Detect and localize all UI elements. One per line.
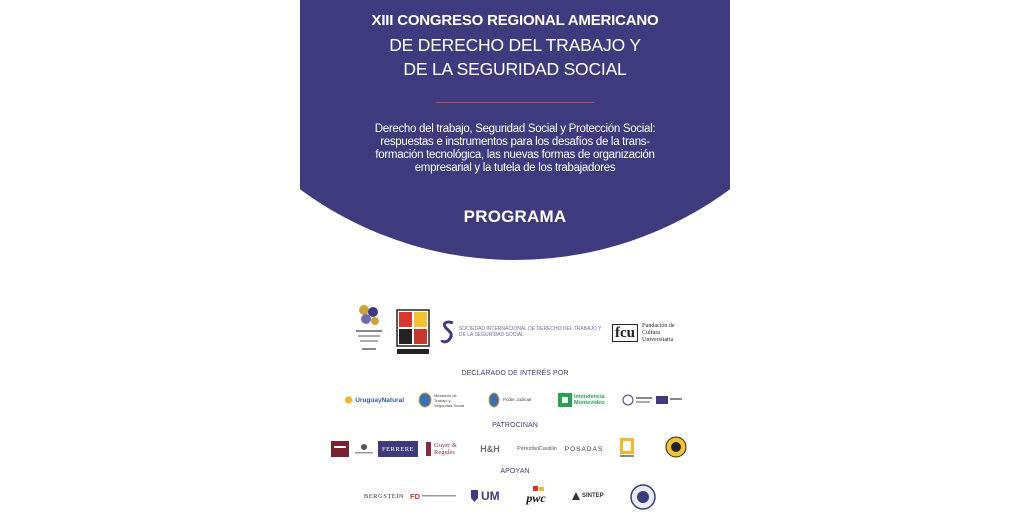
university-icon	[622, 391, 684, 409]
sintep-text: SINTEP	[582, 493, 604, 499]
congress-emblem-logo	[352, 302, 386, 358]
perez-castillo-logo	[513, 440, 561, 458]
poder-judicial-logo	[488, 388, 540, 412]
support-seal-logo	[630, 484, 656, 510]
hh-logo	[475, 440, 505, 458]
sponsor-logo-r	[618, 437, 636, 459]
guyer-regules-logo	[426, 440, 464, 458]
guyer-text: Guyer & Regules	[434, 442, 457, 456]
sponsor-mark-icon	[331, 441, 349, 457]
sponsors-label: PATROCINAN	[492, 422, 538, 429]
ministerio-logo	[418, 388, 470, 412]
academy-logo	[396, 309, 430, 355]
fcu-name: Fundación de Cultura Universitaria	[642, 322, 675, 343]
uruguay-natural-text: UruguayNatural	[355, 396, 404, 404]
congress-title-line1: XIII CONGRESO REGIONAL AMERICANO	[371, 12, 659, 29]
berstein-logo	[360, 488, 408, 504]
berstein-text: BERGSTEIN	[363, 492, 405, 500]
society-logo	[440, 318, 606, 346]
fd-text: FD	[410, 491, 420, 501]
society-name: SOCIEDAD INTERNACIONAL DE DERECHO DEL TRABAJO Y DE LA SEGURIDAD SOCIAL	[458, 326, 602, 338]
fd-caption-icon	[422, 492, 456, 500]
posadas-logo	[564, 442, 604, 456]
support-label: APOYAN	[500, 468, 530, 475]
theme-line: Derecho del trabajo, Seguridad Social y Protección Social:	[374, 123, 656, 135]
emblem-icon	[352, 302, 386, 358]
title-divider	[436, 102, 594, 103]
intendencia-text: Intendencia Montevideo	[574, 394, 605, 406]
society-s-icon	[440, 319, 456, 345]
sun-icon	[344, 394, 353, 406]
coat-of-arms-icon	[488, 392, 500, 408]
um-text: UM	[481, 489, 500, 503]
sponsor-mark-icon	[353, 441, 375, 457]
fcu-logo	[612, 319, 690, 347]
ferrere-text: FERRERE	[381, 445, 415, 453]
intendencia-logo	[558, 388, 614, 412]
ferrere-logo	[378, 441, 418, 457]
sintep-mark-icon	[572, 492, 580, 500]
pwc-logo	[521, 484, 551, 506]
congress-title-line3: DE LA SEGURIDAD SOCIAL	[403, 59, 627, 79]
fd-logo	[410, 488, 458, 504]
programa-heading: PROGRAMA	[463, 207, 567, 226]
um-logo	[470, 486, 506, 506]
ministerio-text: Ministerio de Trabajo y Seguridad Social	[434, 392, 465, 408]
theme-line: formación tecnológica, las nuevas formas de organización	[375, 149, 655, 161]
seal-icon	[630, 484, 656, 510]
perez-castillo-text: PérezdelCastillo	[517, 446, 557, 452]
academy-emblem-icon	[396, 309, 430, 355]
declared-label: DECLARADO DE INTERÉS POR	[461, 370, 569, 377]
pwc-text: pwc	[526, 491, 546, 505]
seal-icon	[665, 436, 687, 458]
poder-judicial-text: Poder Judicial	[503, 397, 532, 402]
sponsor-mark-icon	[426, 441, 432, 457]
sponsor-logo-2	[353, 441, 375, 457]
university-logo	[622, 390, 684, 410]
congress-title-line2: DE DERECHO DEL TRABAJO Y	[389, 35, 641, 55]
hh-text: H&H	[480, 444, 500, 454]
sintep-logo	[572, 488, 608, 504]
coat-of-arms-icon	[418, 392, 432, 408]
program-cover	[300, 0, 730, 515]
uruguay-natural-logo	[344, 388, 404, 412]
sponsor-logo-seal	[665, 436, 687, 458]
sponsor-logo-1	[331, 441, 349, 457]
um-shield-icon	[470, 489, 479, 503]
sponsor-mark-icon	[618, 437, 636, 459]
theme-line: empresarial y la tutela de los trabajadores	[414, 162, 616, 174]
congress-theme	[360, 123, 670, 175]
im-icon	[558, 392, 572, 408]
theme-line: respuestas e instrumentos para los desafíos de la trans-	[380, 136, 650, 148]
fcu-mark: fcu	[612, 324, 638, 342]
posadas-text: POSADAS	[564, 445, 604, 453]
